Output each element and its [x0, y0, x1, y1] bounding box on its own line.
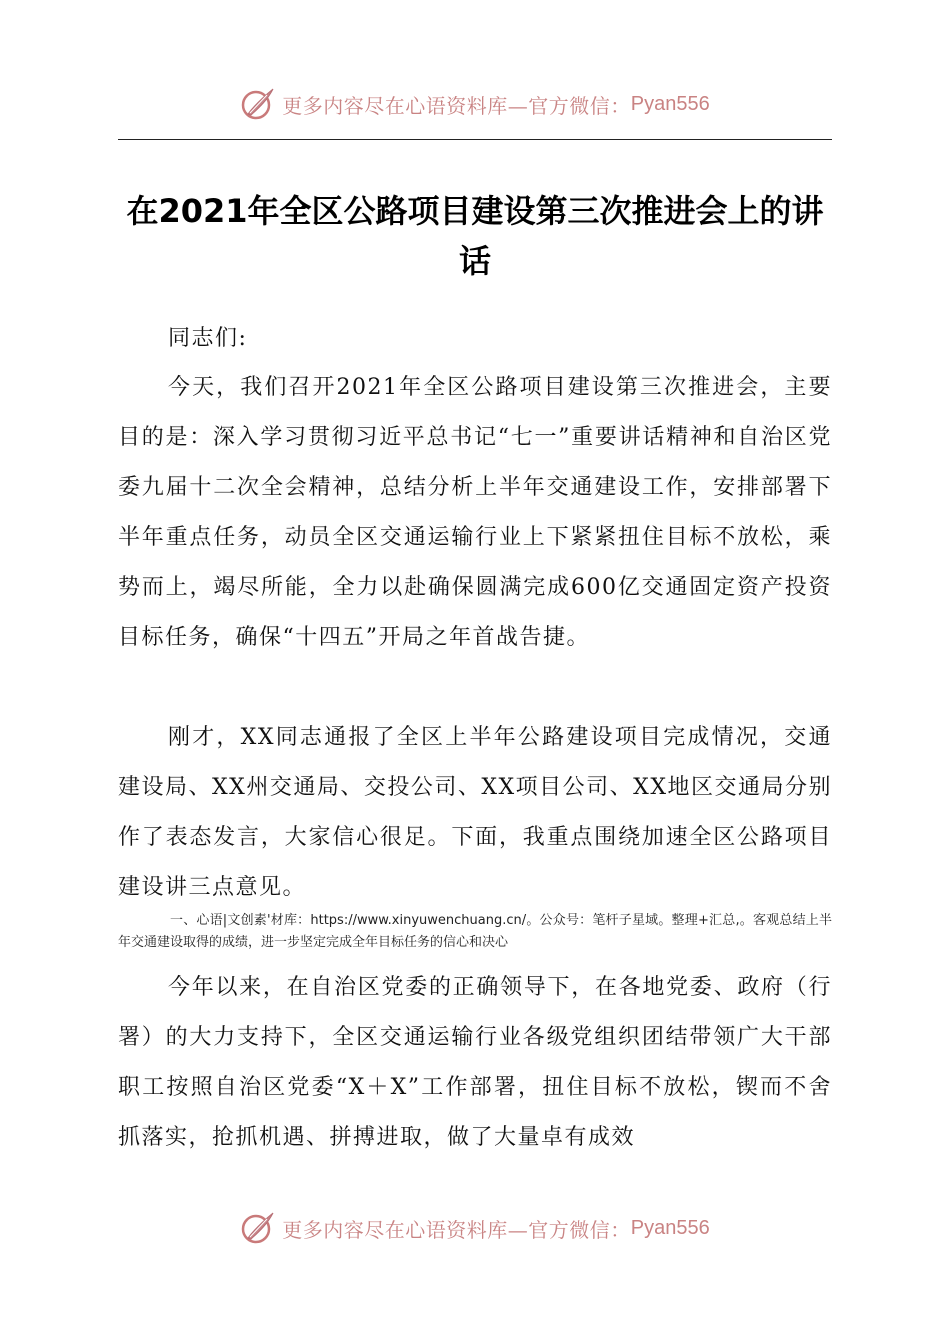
watermark-account: Pyan556 — [630, 1216, 710, 1239]
greeting: 同志们: — [168, 326, 248, 351]
footer-watermark — [0, 1208, 950, 1248]
header-watermark — [0, 84, 950, 124]
paragraph-2: 刚才，XX同志通报了全区上半年公路建设项目完成情况，交通建设局、XX州交通局、交投公司、XX项目公司、XX地区交通局分别作了表态发言，大家信心很足。下面，我重点围绕加速全区公路项目建设讲三点意见。 — [118, 725, 832, 900]
document-title: 在2021年全区公路项目建设第三次推进会上的讲话 — [126, 192, 824, 280]
watermark-text: 更多内容尽在心语资料库—官方微信： — [282, 93, 631, 118]
paragraph-3: 今年以来，在自治区党委的正确领导下，在各地党委、政府（行署）的大力支持下，全区交通运输行业各级党组织团结带领广大干部职工按照自治区党委“X＋X”工作部署，扭住目标不放松，锲而不舍抓落实，抢抓机遇、拼搏进取，做了大量卓有成效 — [118, 975, 832, 1150]
quill-pen-logo-icon — [240, 1210, 276, 1246]
header-divider — [118, 139, 832, 140]
quill-pen-logo-icon — [240, 86, 276, 122]
watermark-account: Pyan556 — [630, 92, 710, 115]
paragraph-1: 今天，我们召开2021年全区公路项目建设第三次推进会，主要目的是：深入学习贯彻习近平总书记“七一”重要讲话精神和自治区党委九届十二次全会精神，总结分析上半年交通建设工作，安排部署下半年重点任务，动员全区交通运输行业上下紧紧扭住目标不放松，乘势而上，竭尽所能，全力以赴确保圆满完成600亿交通固定资产投资目标任务，确保“十四五”开局之年首战告捷。 — [118, 375, 832, 650]
section-heading-1: 一、心语|文创素'材库：https://www.xinyuwenchuang.cn/。公众号：笔杆子星域。整理+汇总,。客观总结上半年交通建设取得的成绩，进一步坚定完成全年目标任务的信心和决心 — [118, 913, 832, 950]
watermark-text: 更多内容尽在心语资料库—官方微信： — [282, 1217, 631, 1242]
